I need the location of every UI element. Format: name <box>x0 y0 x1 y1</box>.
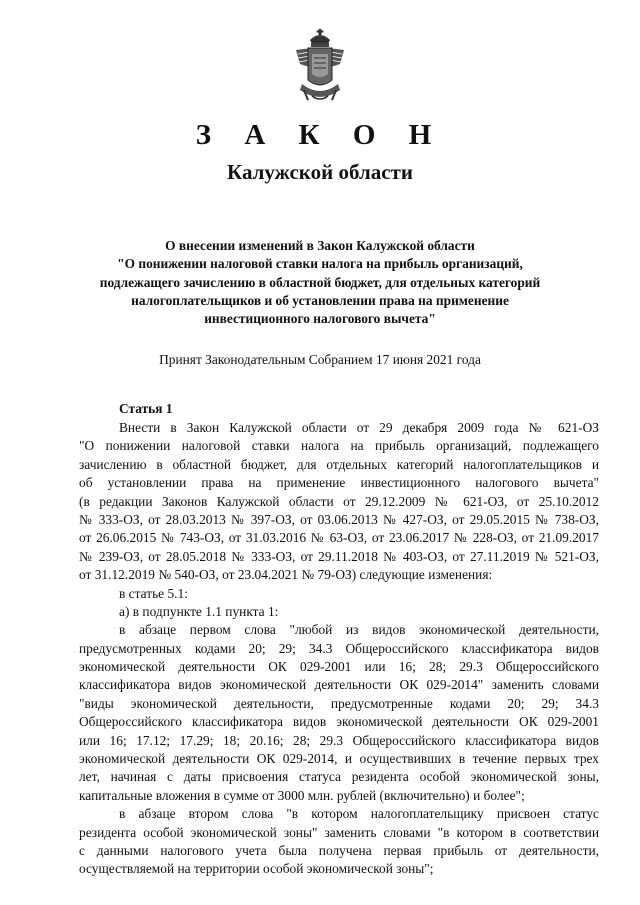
subject-line: инвестиционного налогового вычета" <box>204 311 436 327</box>
article-body <box>79 419 599 879</box>
body-line: об установлении права на применение инвестиционного налогового вычета" <box>79 475 599 491</box>
body-line: капитальные вложения в сумме от 3000 млн. рублей (включительно) и более"; <box>79 787 525 803</box>
article-heading: Статья 1 <box>119 401 173 416</box>
body-line: или 16; 17.12; 17.29; 18; 20.16; 28; 29.3 Общероссийского классификатора видов <box>79 732 599 748</box>
body-line: осуществляемой на территории особой экономической зоны"; <box>79 861 434 877</box>
body-line: а) в подпункте 1.1 пункта 1: <box>119 603 279 619</box>
body-line: Внести в Закон Калужской области от 29 декабря 2009 года № 621-ОЗ <box>119 420 599 435</box>
body-line: с данными налогового учета была получена первая прибыль от деятельности, <box>79 842 599 858</box>
body-line: лет, начиная с даты присвоения статуса резидента особой экономической зоны, <box>79 769 599 785</box>
body-line: Общероссийского классификатора видов экономической деятельности ОК 029-2001 <box>79 714 599 730</box>
body-line: в абзаце втором слова "в котором налогоплательщику присвоен статус <box>119 806 599 822</box>
region-title: Калужской области <box>227 160 413 184</box>
body-line: (в редакции Законов Калужской области от 29.12.2009 № 621-ОЗ, от 25.10.2012 <box>79 493 599 509</box>
document-type-title: З А К О Н <box>195 119 445 151</box>
subject-line: "О понижении налоговой ставки налога на прибыль организаций, <box>117 256 523 272</box>
body-line: классификатора видов экономической деятельности ОК 029-2014" заменить словами <box>79 677 599 693</box>
body-line: "виды экономической деятельности, предусмотренные кодами 20; 29; 34.3 <box>79 695 599 711</box>
subject-line: налогоплательщиков и об установлении права на применение <box>131 292 509 308</box>
law-subject <box>60 237 580 328</box>
body-line: от 26.06.2015 № 743-ОЗ, от 31.03.2016 № 63-ОЗ, от 23.06.2017 № 228-ОЗ, от 21.09.2017 <box>79 530 599 546</box>
coat-of-arms-icon <box>288 28 352 106</box>
subject-line: подлежащего зачислению в областной бюджет, для отдельных категорий <box>99 274 541 290</box>
subject-line: О внесении изменений в Закон Калужской области <box>165 238 475 253</box>
body-line: в абзаце первом слова "любой из видов экономической деятельности, <box>119 622 599 638</box>
body-line: в статье 5.1: <box>119 585 188 601</box>
body-line: "О понижении налоговой ставки налога на прибыль организаций, подлежащего <box>79 438 599 454</box>
body-line: резидента особой экономической зоны" заменить словами "в котором в соответствии <box>79 824 599 840</box>
body-line: № 239-ОЗ, от 28.05.2018 № 333-ОЗ, от 29.11.2018 № 403-ОЗ, от 27.11.2019 № 521-ОЗ, <box>79 548 599 564</box>
body-line: зачислению в областной бюджет, для отдельных категорий налогоплательщиков и <box>79 456 599 472</box>
body-line: экономической деятельности ОК 029-2014, и осуществивших в течение первых трех <box>79 751 599 767</box>
body-line: от 31.12.2019 № 540-ОЗ, от 23.04.2021 № 79-ОЗ) следующие изменения: <box>79 567 493 583</box>
adoption-note: Принят Законодательным Собранием 17 июня 2021 года <box>159 352 481 367</box>
body-line: предусмотренных кодами 20; 29; 34.3 Общероссийского классификатора видов <box>79 640 599 656</box>
body-line: № 333-ОЗ, от 28.03.2013 № 397-ОЗ, от 03.06.2013 № 427-ОЗ, от 29.05.2015 № 738-ОЗ, <box>79 511 599 527</box>
body-line: экономической деятельности ОК 029-2001 или 16; 28; 29.3 Общероссийского <box>79 659 599 675</box>
